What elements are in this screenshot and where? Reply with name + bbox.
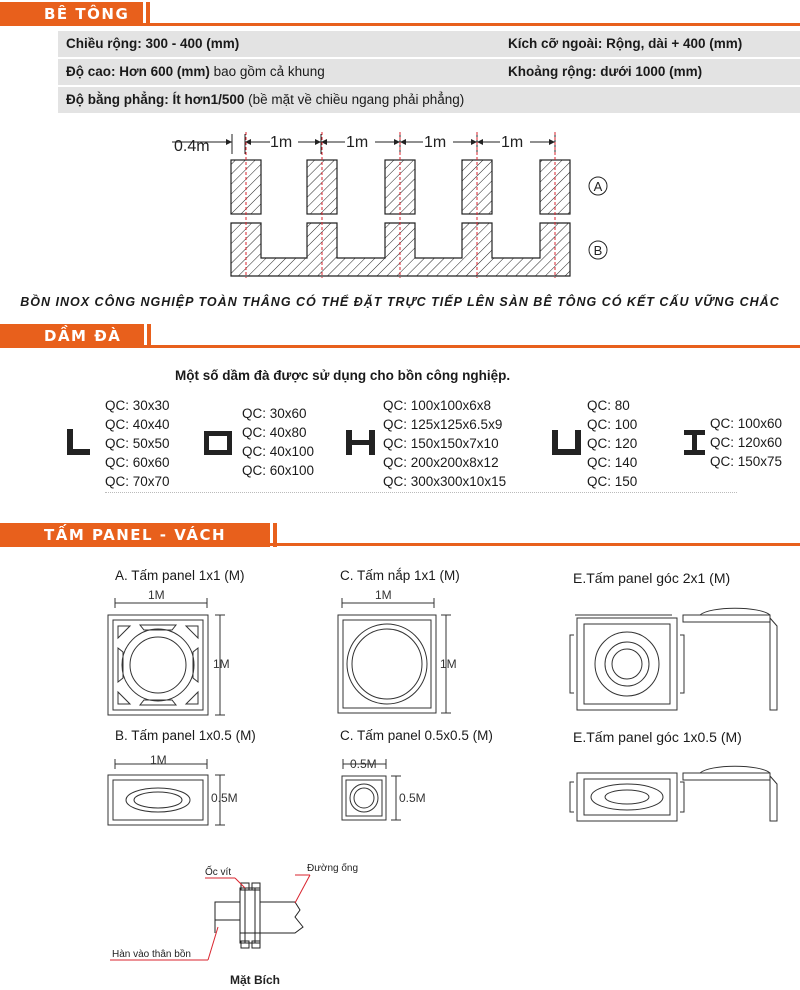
beam-group-U (587, 396, 637, 491)
panel-corner-1x0.5 (577, 773, 677, 821)
beam-spec: QC: 125x125x6.5x9 (383, 417, 503, 432)
dim-0.5m: 0.5M (399, 791, 426, 805)
dim-1m: 1M (148, 590, 165, 602)
beam-group-L (105, 396, 170, 491)
beam-spec: QC: 200x200x8x12 (383, 455, 499, 470)
beam-spec: QC: 100 (587, 417, 638, 432)
panel-c1-title: C. Tấm nắp 1x1 (M) (340, 568, 460, 583)
dim-0.5m: 0.5M (211, 791, 238, 805)
spec-flatness-note: (bề mặt về chiều ngang phải phẳng) (244, 92, 465, 107)
panel-c2-title: C. Tấm panel 0.5x0.5 (M) (340, 728, 493, 743)
panel-1x0.5 (108, 775, 208, 825)
L-profile-icon (67, 429, 90, 455)
beam-group-I (710, 414, 782, 471)
label-a: A (593, 179, 603, 194)
beam-spec: QC: 100x100x6x8 (383, 398, 492, 413)
dim-start-label: 0.4m (174, 138, 210, 155)
beam-spec: QC: 150x150x7x10 (383, 436, 499, 451)
beam-spec: QC: 30x60 (242, 406, 307, 421)
U-profile-icon (552, 430, 581, 455)
concrete-caption: BỒN INOX CÔNG NGHIỆP TOÀN THÂNG CÓ THỂ ĐẶT TRỰC TIẾP LÊN SÀN BÊ TÔNG CÓ KẾT CẤU VỮNG CHẮC (20, 295, 780, 309)
H-profile-icon (346, 430, 375, 455)
beam-group-H (383, 396, 506, 491)
panel-a-title: A. Tấm panel 1x1 (M) (115, 568, 245, 583)
spec-spacing: Khoảng rộng: dưới 1000 (mm) (508, 64, 703, 79)
dim-spacing-label: 1m (424, 134, 447, 151)
beam-spec: QC: 120 (587, 436, 638, 451)
beam-spec: QC: 40x40 (105, 417, 170, 432)
beam-spec: QC: 300x300x10x15 (383, 474, 507, 489)
beam-spec: QC: 70x70 (105, 474, 170, 489)
dim-1m: 1M (150, 753, 167, 767)
panel-cover-1x1 (338, 615, 436, 713)
section-title-panels: TẤM PANEL - VÁCH (0, 523, 270, 547)
beam-spec: QC: 120x60 (710, 435, 783, 450)
dim-1m: 1M (440, 657, 457, 671)
section-title-beams: DẦM ĐÀ (0, 324, 144, 348)
spec-flatness: Độ bằng phẳng: Ít hơn1/500 (66, 92, 245, 107)
flange-screw-label: Ốc vít (205, 867, 232, 878)
spec-height-note: bao gồm cả khung (209, 64, 325, 79)
beams-intro: Một số dầm đà được sử dụng cho bồn công nghiệp. (175, 368, 511, 383)
panel-b-title: B. Tấm panel 1x0.5 (M) (115, 728, 256, 743)
divider (105, 492, 737, 493)
dim-1m: 1M (213, 657, 230, 671)
beam-spec: QC: 150 (587, 474, 638, 489)
beam-spec: QC: 80 (587, 398, 630, 413)
beam-group-box (242, 404, 314, 480)
beam-spec: QC: 150x75 (710, 454, 783, 469)
beam-spec: QC: 50x50 (105, 436, 170, 451)
panel-e2-title: E.Tấm panel góc 1x0.5 (M) (573, 729, 742, 745)
beam-spec: QC: 40x100 (242, 444, 315, 459)
label-b: B (593, 243, 603, 258)
panel-e1-title: E.Tấm panel góc 2x1 (M) (573, 570, 731, 586)
I-profile-icon (684, 430, 705, 455)
spec-height: Độ cao: Hơn 600 (mm) (66, 64, 210, 79)
beam-spec: QC: 30x30 (105, 398, 170, 413)
beam-spec: QC: 60x100 (242, 463, 315, 478)
dim-spacing-label: 1m (270, 134, 293, 151)
beam-spec: QC: 100x60 (710, 416, 783, 431)
dim-spacing-label: 1m (501, 134, 524, 151)
flange-title: Mặt Bích (230, 973, 281, 987)
spec-width: Chiều rộng: 300 - 400 (mm) (66, 36, 240, 51)
panel-0.5x0.5 (342, 776, 386, 820)
flange-pipe-label: Đường ống (307, 863, 359, 874)
flange-diagram (100, 855, 380, 990)
beam-spec: QC: 40x80 (242, 425, 307, 440)
spec-row (58, 87, 800, 113)
spec-row (58, 59, 800, 85)
panel-drawings (0, 590, 800, 830)
dim-0.5m: 0.5M (350, 757, 377, 771)
dim-spacing-label: 1m (346, 134, 369, 151)
box-profile-icon (204, 431, 232, 455)
beam-spec: QC: 140 (587, 455, 638, 470)
beam-spec: QC: 60x60 (105, 455, 170, 470)
dim-1m: 1M (375, 590, 392, 602)
spec-row (58, 31, 800, 57)
section-title-concrete: BÊ TÔNG (0, 2, 143, 26)
flange-weld-label: Hàn vào thân bồn (112, 949, 191, 960)
spec-outer-size: Kích cỡ ngoài: Rộng, dài + 400 (mm) (508, 36, 743, 51)
concrete-foundation-diagram (0, 118, 800, 288)
